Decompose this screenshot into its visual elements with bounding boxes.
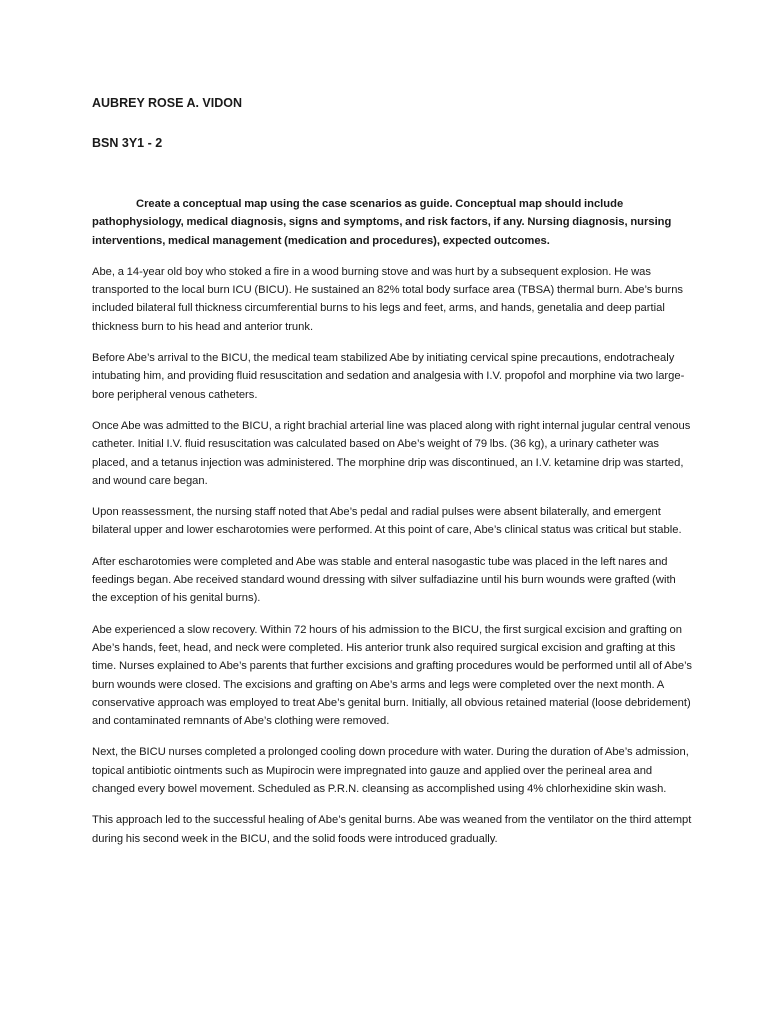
case-paragraph-8: This approach led to the successful healing of Abe’s genital burns. Abe was weaned from the ventilator on the third attempt during his second week in the BICU, and the solid foods were introduced gradually. (92, 814, 692, 845)
case-paragraph-7: Next, the BICU nurses completed a prolonged cooling down procedure with water. During the duration of Abe’s admission, topical antibiotic ointments such as Mupirocin were impregnated into gauze and applied over the perineal area and changed every bowel movement. Scheduled as P.R.N. cleansing as accomplished using 4% chlorhexidine skin wash. (92, 746, 689, 796)
case-paragraph-6: Abe experienced a slow recovery. Within 72 hours of his admission to the BICU, the first surgical excision and grafting on Abe’s hands, feet, head, and neck were completed. His anterior trunk also required surgical excision and grafting at this time. Nurses explained to Abe’s parents that further excisions and grafting procedures would be performed until all of Abe’s burn wounds were closed. The excisions and grafting on Abe’s arms and legs were completed over the next month. A conservative approach was employed to treat Abe’s genital burn. Initially, all obvious retained material (loose debridement) and contaminated remnants of Abe’s clothing were removed. (92, 623, 692, 728)
case-paragraph-1: Abe, a 14-year old boy who stoked a fire in a wood burning stove and was hurt by a subsequent explosion. He was transported to the local burn ICU (BICU). He sustained an 82% total body surface area (TBSA) thermal burn. Abe’s burns included bilateral full thickness circumferential burns to his legs and feet, arms, and hands, genetalia and deep partial thickness burn to his head and anterior trunk. (92, 265, 684, 333)
case-paragraph-2: Before Abe’s arrival to the BICU, the medical team stabilized Abe by initiating cervical spine precautions, endotrachealy intubating him, and providing fluid resuscitation and sedation and analgesia with I.V. propofol and morphine via two large-bore peripheral venous catheters. (92, 352, 685, 401)
case-paragraph-5: After escharotomies were completed and Abe was stable and enteral nasogastic tube was placed in the left nares and feedings began. Abe received standard wound dressing with silver sulfadiazine until his burn wounds were grafted (with the exception of his genital burns). (92, 555, 676, 605)
case-paragraph-4: Upon reassessment, the nursing staff noted that Abe’s pedal and radial pulses were absent bilaterally, and emergent bilateral upper and lower escharotomies were performed. At this point of care, Abe’s clinical status was critical but stable. (92, 506, 682, 537)
student-section: BSN 3Y1 - 2 (92, 136, 163, 150)
case-paragraph-3: Once Abe was admitted to the BICU, a right brachial arterial line was placed along with right internal jugular central venous catheter. Initial I.V. fluid resuscitation was calculated based on Abe’s weight of 79 lbs. (36 kg), a urinary catheter was placed, and a tetanus injection was administered. The morphine drip was discontinued, an I.V. ketamine drip was started, and wound care began. (92, 419, 691, 487)
student-name: AUBREY ROSE A. VIDON (92, 96, 243, 110)
document-body (92, 95, 692, 848)
assignment-instructions: Create a conceptual map using the case scenarios as guide. Conceptual map should include pathophysiology, medical diagnosis, signs and symptoms, and risk factors, if any. Nursing diagnosis, nursing interventions, medical management (medication and procedures), expected outcomes. (92, 198, 672, 247)
